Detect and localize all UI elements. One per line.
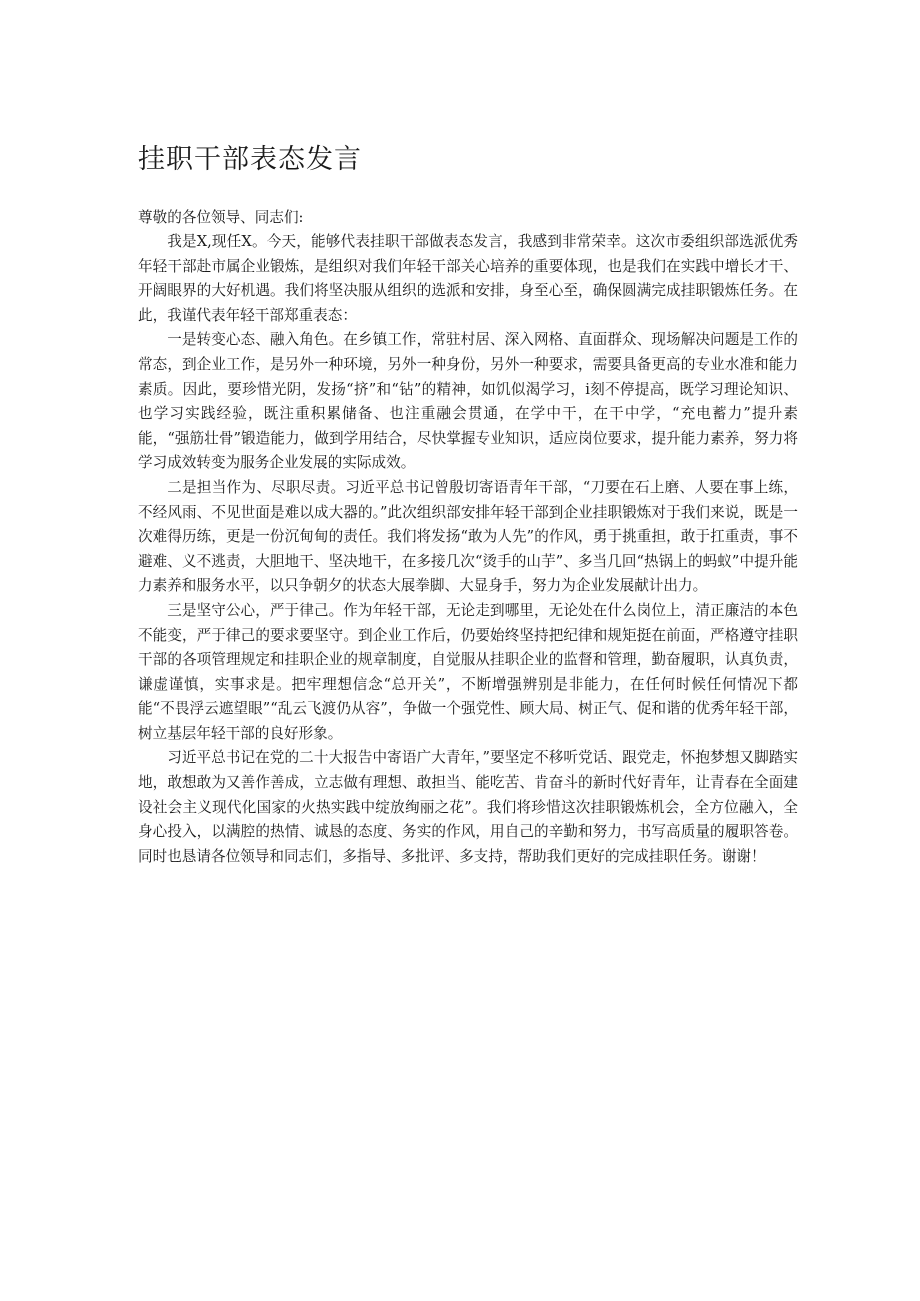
paragraph-point-two: 二是担当作为、尽职尽责。习近平总书记曾殷切寄语青年干部，“刀要在石上磨、人要在事上练，不经风雨、不见世面是难以成大器的。”此次组织部安排年轻干部到企业挂职锻炼对于我们来说，既是一次难得历练，更是一份沉甸甸的责任。我们将发扬“敢为人先”的作风，勇于挑重担，敢于扛重责，事不避难、义不逃责，大胆地干、坚决地干，在多接几次“烫手的山芋”、多当几回“热锅上的蚂蚁”中提升能力素养和服务水平，以只争朝夕的状态大展拳脚、大显身手，努力为企业发展献计出力。 (138, 478, 798, 595)
paragraph-point-three: 三是坚守公心，严于律己。作为年轻干部，无论走到哪里，无论处在什么岗位上，清正廉洁的本色不能变，严于律己的要求要坚守。到企业工作后，仍要始终坚持把纪律和规矩挺在前面，严格遵守挂职干部的各项管理规定和挂职企业的规章制度，自觉服从挂职企业的监督和管理，勤奋履职，认真负责，谦虚谨慎，实事求是。把牢理想信念“总开关”，不断增强辨别是非能力，在任何时候任何情况下都能“不畏浮云遮望眼”“乱云飞渡仍从容”，争做一个强党性、顾大局、树正气、促和谐的优秀年轻干部，树立基层年轻干部的良好形象。 (138, 601, 798, 742)
salutation: 尊敬的各位领导、同志们: (138, 209, 304, 226)
paragraph-point-one: 一是转变心态、融入角色。在乡镇工作，常驻村居、深入网格、直面群众、现场解决问题是工作的常态，到企业工作，是另外一种环境，另外一种身份，另外一种要求，需要具备更高的专业水准和能力素质。因此，要珍惜光阴，发扬“挤”和“钻”的精神，如饥似渴学习，i刻不停提高，既学习理论知识、也学习实践经验，既注重积累储备、也注重融会贯通，在学中干，在干中学，“充电蓄力”提升素能，“强筋壮骨”锻造能力，做到学用结合，尽快掌握专业知识，适应岗位要求，提升能力素养，努力将学习成效转变为服务企业发展的实际成效。 (138, 331, 798, 472)
document-title: 挂职干部表态发言 (138, 144, 362, 175)
document-page (138, 140, 798, 869)
paragraph-closing: 习近平总书记在党的二十大报告中寄语广大青年，”要坚定不移听党话、跟党走，怀抱梦想又脚踏实地，敢想敢为又善作善成，立志做有理想、敢担当、能吃苦、肯奋斗的新时代好青年，让青春在全面建设社会主义现代化国家的火热实践中绽放绚丽之花”。我们将珍惜这次挂职锻炼机会，全方位融入，全身心投入，以满腔的热情、诚恳的态度、务实的作风，用自己的辛勤和努力，书写高质量的履职答卷。同时也恳请各位领导和同志们，多指导、多批评、多支持，帮助我们更好的完成挂职任务。谢谢！ (138, 749, 798, 865)
paragraph-intro: 我是X,现任X。今天，能够代表挂职干部做表态发言，我感到非常荣幸。这次市委组织部选派优秀年轻干部赴市属企业锻炼，是组织对我们年轻干部关心培养的重要体现，也是我们在实践中增长才干、开阔眼界的大好机遇。我们将坚决服从组织的选派和安排，身至心至，确保圆满完成挂职锻炼任务。在此，我谨代表年轻干部郑重表态： (138, 233, 798, 324)
